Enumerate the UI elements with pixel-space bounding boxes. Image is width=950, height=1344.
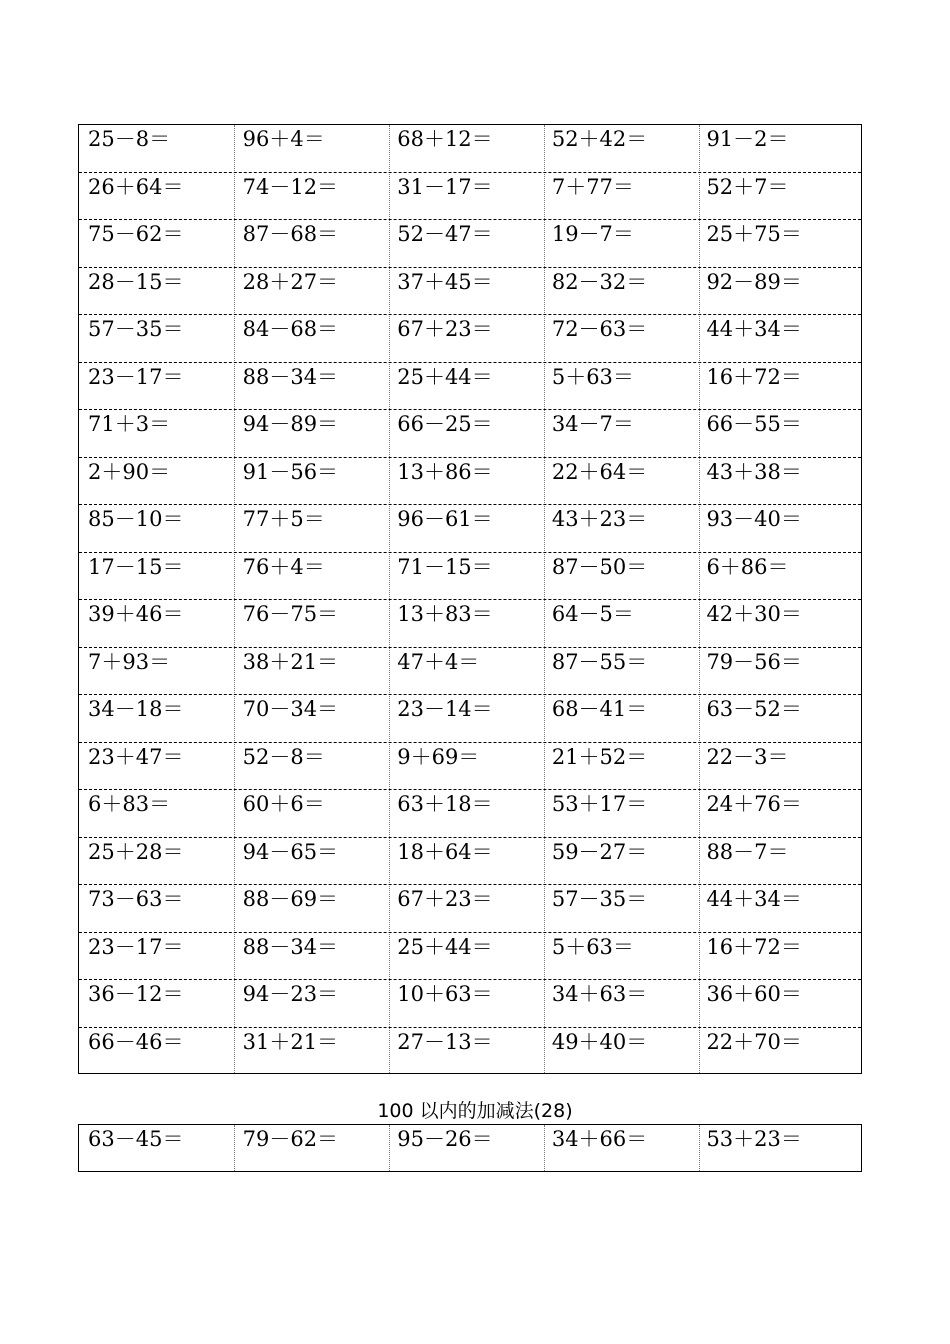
- math-problem: 94－23＝: [242, 982, 339, 1006]
- math-problem: 23－14＝: [397, 697, 493, 721]
- math-problem: 5＋63＝: [551, 364, 634, 389]
- math-problem: 87－55＝: [551, 649, 648, 674]
- math-problem: 49＋40＝: [551, 1029, 648, 1054]
- math-problem: 63－45＝: [88, 1127, 184, 1151]
- math-problem: 16＋72＝: [706, 934, 802, 959]
- math-problem: 36＋60＝: [706, 982, 802, 1006]
- math-problem: 34＋66＝: [551, 1127, 648, 1151]
- math-problem: 76＋4＝: [242, 554, 325, 579]
- math-problem: 79－62＝: [242, 1127, 339, 1151]
- problem-row: [79, 648, 861, 696]
- math-problem: 25＋75＝: [706, 222, 802, 246]
- math-problem: 68＋12＝: [397, 127, 493, 151]
- math-problem: 25＋44＝: [397, 934, 493, 959]
- math-problem: 9＋69＝: [397, 744, 480, 769]
- math-problem: 42＋30＝: [706, 602, 802, 626]
- math-problem: 2＋90＝: [88, 459, 171, 484]
- problem-row: [79, 743, 861, 791]
- math-problem: 25－8＝: [88, 127, 171, 151]
- problem-row: [79, 933, 861, 981]
- math-problem: 84－68＝: [242, 317, 339, 341]
- math-problem: 53＋17＝: [551, 792, 648, 816]
- problem-row: [79, 885, 861, 933]
- math-problem: 36－12＝: [88, 982, 184, 1006]
- math-problem: 59－27＝: [551, 839, 648, 864]
- math-problem: 10＋63＝: [397, 982, 493, 1006]
- math-problem: 94－65＝: [242, 839, 339, 864]
- math-problem: 39＋46＝: [88, 602, 184, 626]
- problem-row: [79, 315, 861, 363]
- math-problem: 5＋63＝: [551, 934, 634, 959]
- math-problem: 66－46＝: [88, 1029, 184, 1054]
- math-problem: 60＋6＝: [242, 792, 325, 816]
- math-problem: 34－18＝: [88, 697, 184, 721]
- math-problem: 87－50＝: [551, 554, 648, 579]
- section-title: 100 以内的加减法(28): [377, 1100, 573, 1122]
- math-problem: 57－35＝: [551, 887, 648, 911]
- math-problem: 76－75＝: [242, 602, 339, 626]
- problem-row: [79, 173, 861, 221]
- math-problem: 43＋23＝: [551, 507, 648, 531]
- math-problem: 94－89＝: [242, 412, 339, 436]
- problem-row: [79, 695, 861, 743]
- math-problem: 68－41＝: [551, 697, 648, 721]
- math-problem: 16＋72＝: [706, 364, 802, 389]
- problem-grid-second: [78, 1124, 862, 1172]
- problem-row: [79, 600, 861, 648]
- math-problem: 57－35＝: [88, 317, 184, 341]
- math-problem: 37＋45＝: [397, 269, 493, 294]
- math-problem: 22－3＝: [706, 744, 789, 769]
- problem-row: [79, 980, 861, 1028]
- problem-row: [79, 458, 861, 506]
- math-problem: 88－34＝: [242, 934, 339, 959]
- math-problem: 7＋93＝: [88, 649, 171, 674]
- math-problem: 23＋47＝: [88, 744, 184, 769]
- problem-grid-main: [78, 124, 862, 1074]
- math-problem: 47＋4＝: [397, 649, 480, 674]
- problem-row: [79, 268, 861, 316]
- math-problem: 43＋38＝: [706, 459, 802, 484]
- math-problem: 91－56＝: [242, 459, 339, 484]
- math-problem: 96＋4＝: [242, 127, 325, 151]
- math-problem: 77＋5＝: [242, 507, 325, 531]
- math-problem: 6＋86＝: [706, 554, 789, 579]
- math-problem: 87－68＝: [242, 222, 339, 246]
- math-problem: 75－62＝: [88, 222, 184, 246]
- math-problem: 64－5＝: [551, 602, 634, 626]
- math-problem: 91－2＝: [706, 127, 789, 151]
- math-problem: 79－56＝: [706, 649, 802, 674]
- math-problem: 72－63＝: [551, 317, 648, 341]
- math-problem: 82－32＝: [551, 269, 648, 294]
- math-problem: 88－34＝: [242, 364, 339, 389]
- math-problem: 31－17＝: [397, 174, 493, 199]
- math-problem: 6＋83＝: [88, 792, 171, 816]
- math-problem: 95－26＝: [397, 1127, 493, 1151]
- math-problem: 93－40＝: [706, 507, 802, 531]
- problem-row: [79, 790, 861, 838]
- problem-row: [79, 505, 861, 553]
- problem-row: [79, 1125, 861, 1173]
- math-problem: 34－7＝: [551, 412, 634, 436]
- math-problem: 28－15＝: [88, 269, 184, 294]
- math-problem: 53＋23＝: [706, 1127, 802, 1151]
- problem-row: [79, 410, 861, 458]
- problem-row: [79, 553, 861, 601]
- math-problem: 28＋27＝: [242, 269, 339, 294]
- math-problem: 22＋70＝: [706, 1029, 802, 1054]
- math-problem: 74－12＝: [242, 174, 339, 199]
- math-problem: 67＋23＝: [397, 887, 493, 911]
- problem-row: [79, 220, 861, 268]
- math-problem: 71＋3＝: [88, 412, 171, 436]
- math-problem: 21＋52＝: [551, 744, 648, 769]
- math-problem: 63＋18＝: [397, 792, 493, 816]
- math-problem: 31＋21＝: [242, 1029, 339, 1054]
- math-problem: 17－15＝: [88, 554, 184, 579]
- math-problem: 25＋44＝: [397, 364, 493, 389]
- math-problem: 70－34＝: [242, 697, 339, 721]
- math-problem: 66－55＝: [706, 412, 802, 436]
- math-problem: 19－7＝: [551, 222, 634, 246]
- math-problem: 73－63＝: [88, 887, 184, 911]
- math-problem: 23－17＝: [88, 364, 184, 389]
- math-problem: 44＋34＝: [706, 317, 802, 341]
- math-problem: 27－13＝: [397, 1029, 493, 1054]
- math-problem: 26＋64＝: [88, 174, 184, 199]
- math-problem: 7＋77＝: [551, 174, 634, 199]
- math-problem: 85－10＝: [88, 507, 184, 531]
- math-problem: 25＋28＝: [88, 839, 184, 864]
- math-problem: 52＋7＝: [706, 174, 789, 199]
- math-problem: 52＋42＝: [551, 127, 648, 151]
- problem-row: [79, 1028, 861, 1076]
- math-problem: 96－61＝: [397, 507, 493, 531]
- problem-row: [79, 363, 861, 411]
- math-problem: 38＋21＝: [242, 649, 339, 674]
- math-problem: 92－89＝: [706, 269, 802, 294]
- math-problem: 71－15＝: [397, 554, 493, 579]
- math-problem: 34＋63＝: [551, 982, 648, 1006]
- math-problem: 22＋64＝: [551, 459, 648, 484]
- math-problem: 13＋86＝: [397, 459, 493, 484]
- math-problem: 67＋23＝: [397, 317, 493, 341]
- math-problem: 13＋83＝: [397, 602, 493, 626]
- math-problem: 23－17＝: [88, 934, 184, 959]
- math-problem: 88－69＝: [242, 887, 339, 911]
- problem-row: [79, 838, 861, 886]
- math-problem: 63－52＝: [706, 697, 802, 721]
- math-problem: 66－25＝: [397, 412, 493, 436]
- math-problem: 88－7＝: [706, 839, 789, 864]
- math-problem: 44＋34＝: [706, 887, 802, 911]
- math-problem: 18＋64＝: [397, 839, 493, 864]
- problem-row: [79, 125, 861, 173]
- math-problem: 24＋76＝: [706, 792, 802, 816]
- math-problem: 52－8＝: [242, 744, 325, 769]
- math-problem: 52－47＝: [397, 222, 493, 246]
